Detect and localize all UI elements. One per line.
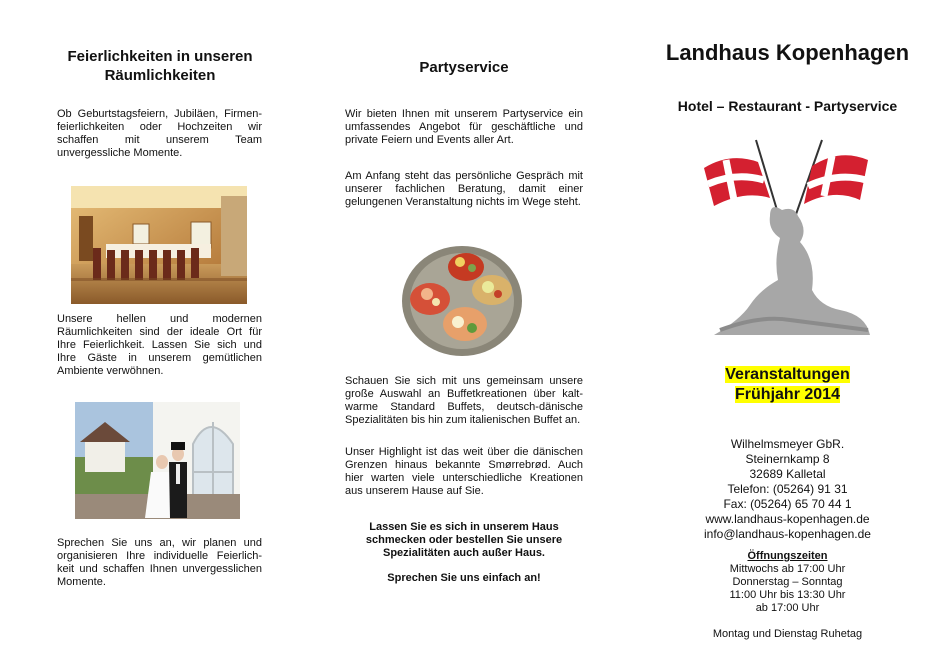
event-title-line1: Veranstaltungen <box>725 366 850 383</box>
buffet-text: Schauen Sie sich mit uns gemeinsam unsere große Auswahl an Buffetkreationen über kalt-warme Standard Buffets, deutsch-dänische Spezialitäten bis hin zum italienischen Buffet an. <box>345 375 583 426</box>
phone-number: Telefon: (05264) 91 31 <box>727 482 848 496</box>
closed-days: Montag und Dienstag Ruhetag <box>712 628 863 640</box>
buffet-platter-photo <box>400 244 525 359</box>
opening-hours-title: Öffnungszeiten <box>747 550 828 562</box>
wedding-couple-photo <box>75 402 240 519</box>
smorrebrod-text: Unser Highlight ist das weit über die dänischen Grenzen hinaus bekannte Smørrebrød. Auch hier warten viele unterschiedliche Kreationen aus unserem Hause auf Sie. <box>345 446 583 497</box>
opening-hours <box>655 550 920 615</box>
beratung-text: Am Anfang steht das persönliche Gespräch mit unserer fachlichen Beratung, damit einer gelungenen Veranstaltung nichts im Wege steht. <box>345 170 583 208</box>
hotel-subtitle: Hotel – Restaurant - Partyservice <box>677 98 898 114</box>
hours-evening: ab 17:00 Uhr <box>755 602 820 614</box>
postal-city: 32689 Kalletal <box>749 467 826 481</box>
company-name: Wilhelmsmeyer GbR. <box>730 437 845 451</box>
banquet-hall-photo <box>71 186 247 304</box>
street-address: Steinernkamp 8 <box>745 452 830 466</box>
event-title-line2: Frühjahr 2014 <box>735 386 840 403</box>
veranstaltungen-banner <box>655 365 920 405</box>
feierlichkeiten-heading: Feierlichkeiten in unseren Räumlichkeiten <box>67 48 253 84</box>
hours-lunch: 11:00 Uhr bis 13:30 Uhr <box>729 589 846 601</box>
partyservice-intro: Wir bieten Ihnen mit unserem Partyservice ein umfassendes Angebot für geschäftliche und private Feiern und Events aller Art. <box>345 108 583 146</box>
hotel-title: Landhaus Kopenhagen <box>665 40 910 65</box>
partyservice-heading: Partyservice <box>419 59 509 76</box>
contact-block <box>655 437 920 542</box>
email-link[interactable]: info@landhaus-kopenhagen.de <box>704 527 871 541</box>
danish-flags-mermaid-logo <box>700 130 880 345</box>
fax-number: Fax: (05264) 65 70 44 1 <box>723 497 852 511</box>
bestellen-cta: Lassen Sie es sich in unserem Haus schmecken oder bestellen Sie unsere Spezialitäten auch außer Haus. <box>365 521 563 559</box>
hours-thu-sun: Donnerstag – Sonntag <box>732 576 843 588</box>
feierlichkeiten-intro: Ob Geburtstagsfeiern, Jubiläen, Firmen-feierlichkeiten oder Hochzeiten wir schaffen mit unserem Team unvergessliche Momente. <box>57 108 262 159</box>
kontakt-aufforderung: Sprechen Sie uns an, wir planen und organisieren Ihre individuelle Feierlich-keit und schaffen Ihnen unvergesslichen Momente. <box>57 537 262 588</box>
hours-wednesday: Mittwochs ab 17:00 Uhr <box>729 563 846 575</box>
website-link[interactable]: www.landhaus-kopenhagen.de <box>705 512 870 526</box>
ansprechen-cta: Sprechen Sie uns einfach an! <box>387 572 541 584</box>
raeumlichkeiten-text: Unsere hellen und modernen Räumlichkeiten sind der ideale Ort für Ihre Feierlichkeit. Lassen Sie sich und Ihre Gäste in unserem gemütlichen Ambiente verwöhnen. <box>57 313 262 377</box>
